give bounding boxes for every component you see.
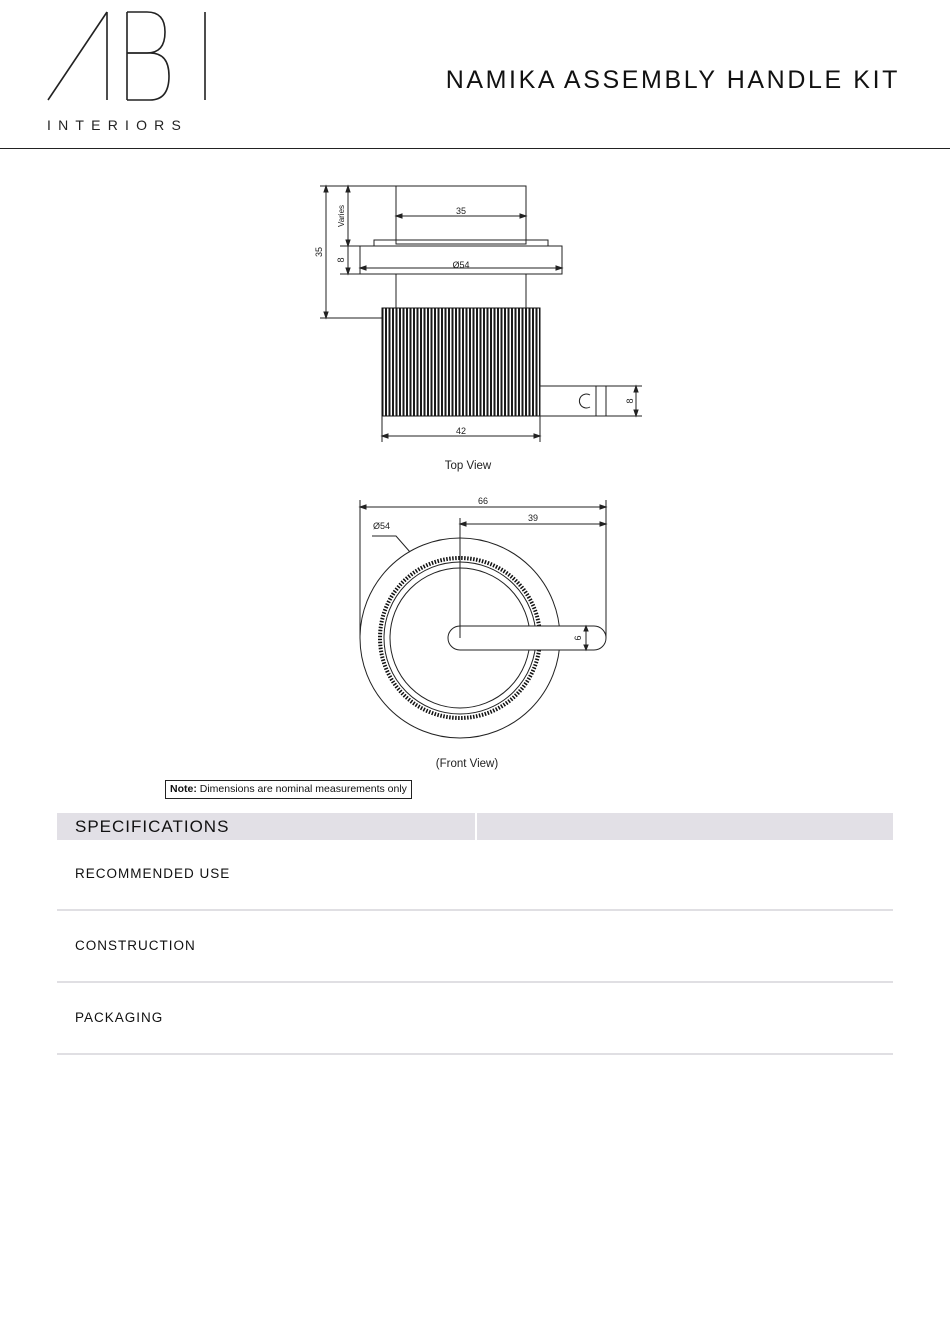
- technical-drawing: [0, 150, 950, 790]
- note-label: Note:: [170, 783, 197, 795]
- spec-label: RECOMMENDED USE: [75, 866, 231, 881]
- drawing-canvas: [0, 150, 950, 790]
- brand-subtitle: INTERIORS: [47, 117, 189, 133]
- dim-label-total: 35: [314, 246, 324, 258]
- spec-row-divider: [57, 981, 893, 983]
- dim-label-lever-8: 8: [625, 398, 635, 404]
- dim-label-54: Ø54: [452, 260, 470, 270]
- spec-row-recommended-use: [57, 841, 893, 911]
- dimensions-note: [165, 780, 412, 799]
- dim-leader-54: [372, 536, 410, 552]
- note-text: Dimensions are nominal measurements only: [196, 783, 407, 795]
- spec-label: PACKAGING: [75, 1010, 164, 1025]
- spec-header-divider: [475, 813, 477, 840]
- dim-label-6: 6: [573, 635, 583, 641]
- dim-label-35: 35: [455, 206, 467, 216]
- dim-label-varies: Varies: [337, 204, 346, 228]
- dim-label-front-54: Ø54: [373, 521, 391, 531]
- top-view-caption: Top View: [444, 460, 492, 472]
- spec-label: CONSTRUCTION: [75, 938, 196, 953]
- spec-row-construction: [57, 913, 893, 983]
- specifications-title: SPECIFICATIONS: [75, 817, 230, 836]
- page-title: NAMIKA ASSEMBLY HANDLE KIT: [445, 66, 900, 94]
- top-view: [320, 186, 642, 442]
- dim-label-66: 66: [477, 496, 489, 506]
- top-lever-end: [579, 394, 590, 408]
- front-view-caption: (Front View): [435, 758, 499, 770]
- dim-label-39: 39: [527, 513, 539, 523]
- spec-row-divider: [57, 1053, 893, 1055]
- top-knurled-knob: [382, 308, 540, 416]
- spec-row-packaging: [57, 985, 893, 1055]
- spec-row-divider: [57, 909, 893, 911]
- specifications-header: [57, 813, 893, 840]
- dim-label-flange-8: 8: [336, 257, 346, 263]
- dim-label-42: 42: [455, 426, 467, 436]
- header: [0, 0, 950, 149]
- front-view: [360, 500, 606, 738]
- header-divider: [0, 148, 950, 149]
- top-flange-lip: [374, 240, 548, 246]
